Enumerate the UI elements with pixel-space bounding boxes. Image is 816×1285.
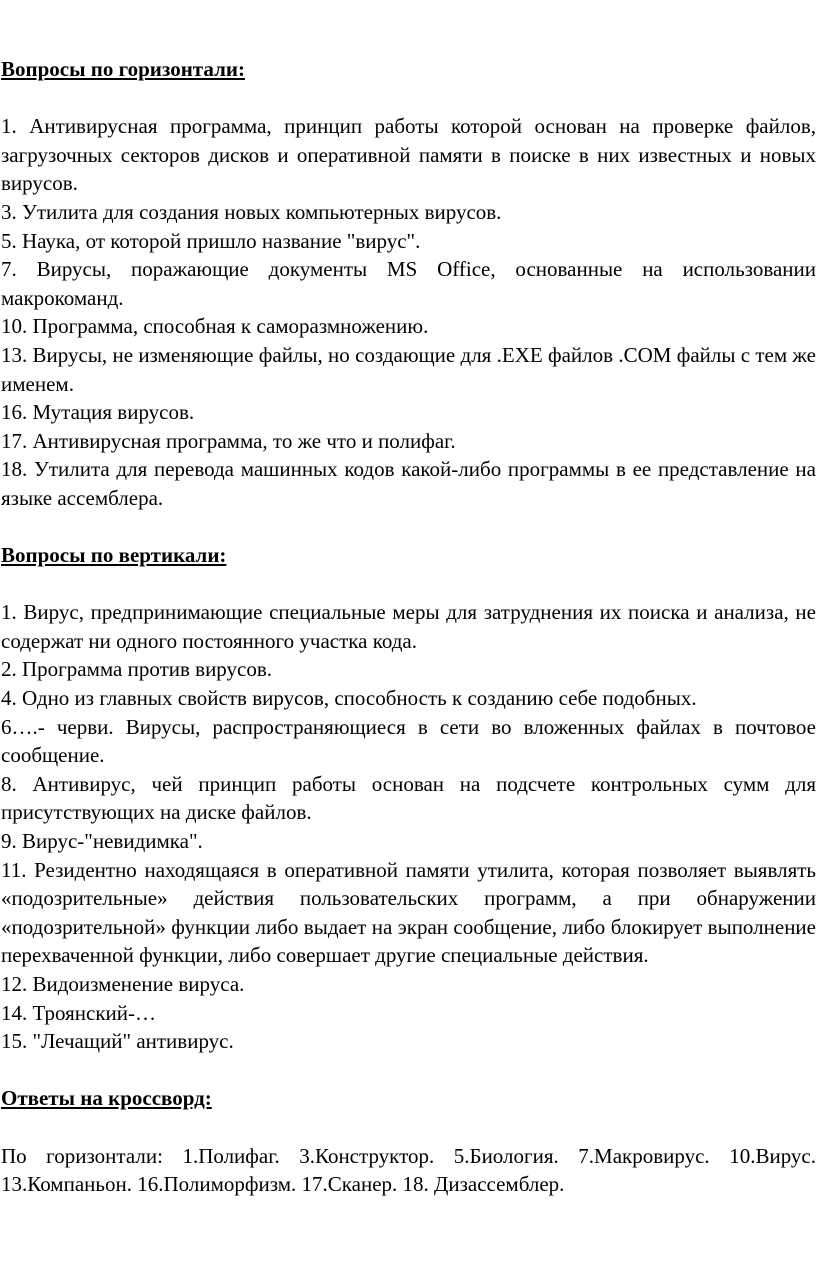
question-v-14: 14. Троянский-… [1, 1000, 157, 1025]
spacer [1, 1056, 816, 1085]
question-h-17: 17. Антивирусная программа, то же что и полифаг. [1, 428, 456, 453]
horizontal-heading: Вопросы по горизонтали: [1, 57, 245, 81]
question-v-12: 12. Видоизменение вируса. [1, 972, 245, 996]
question-v-15: 15. "Лечащий" антивирус. [1, 1029, 234, 1054]
answers-heading: Ответы на кроссворд: [1, 1086, 212, 1111]
question-h-16: 16. Мутация вирусов. [1, 400, 195, 425]
spacer [1, 570, 816, 599]
question-h-1: 1. Антивирусная программа, принцип работы которой основан на проверке файлов, загрузочных секторов дисков и оперативной памяти в поиске в них известных и новых вирусов. [1, 114, 816, 196]
vertical-heading: Вопросы по вертикали: [1, 543, 227, 568]
spacer [1, 1113, 816, 1142]
spacer [1, 84, 816, 113]
horizontal-questions-list [1, 112, 816, 512]
vertical-questions-list [1, 598, 816, 1056]
question-v-2: 2. Программа против вирусов. [1, 657, 273, 682]
question-h-10: 10. Программа, способная к саморазмножению. [1, 314, 429, 339]
question-v-8: 8. Антивирус, чей принцип работы основан на подсчете контрольных сумм для присутствующих на диске файлов. [1, 771, 816, 825]
answers-text: По горизонтали: 1.Полифаг. 3.Конструктор. 5.Биология. 7.Макровирус. 10.Вирус. 13.Компаньон. 16.Полиморфизм. 17.Сканер. 18. Дизассемблер. [1, 1143, 816, 1197]
question-v-4: 4. Одно из главных свойств вирусов, способность к созданию себе подобных. [1, 686, 697, 711]
spacer [1, 513, 816, 542]
question-v-11: 11. Резидентно находящаяся в оперативной памяти утилита, которая позволяет выявлять «подозрительные» действия пользовательских программ, а при обнаружении «подозрительной» функции либо выдает на экран сообщение, либо блокирует выполнение перехваченной функции, либо совершает другие специальные действия. [1, 857, 816, 968]
question-h-7: 7. Вирусы, поражающие документы MS Office, основанные на использовании макрокоманд. [1, 257, 816, 310]
question-h-5: 5. Наука, от которой пришло название "вирус". [1, 228, 421, 253]
question-h-18: 18. Утилита для перевода машинных кодов какой-либо программы в ее представление на языке ассемблера. [1, 457, 816, 510]
question-h-13: 13. Вирусы, не изменяющие файлы, но создающие для .EXE файлов .COM файлы с тем же именем. [1, 342, 816, 396]
question-v-9: 9. Вирус-"невидимка". [1, 829, 203, 854]
question-h-3: 3. Утилита для создания новых компьютерных вирусов. [1, 199, 502, 224]
question-v-6: 6….- черви. Вирусы, распространяющиеся в сети во вложенных файлах в почтовое сообщение. [1, 714, 816, 768]
question-v-1: 1. Вирус, предпринимающие специальные меры для затруднения их поиска и анализа, не содержат ни одного постоянного участка кода. [1, 600, 816, 653]
